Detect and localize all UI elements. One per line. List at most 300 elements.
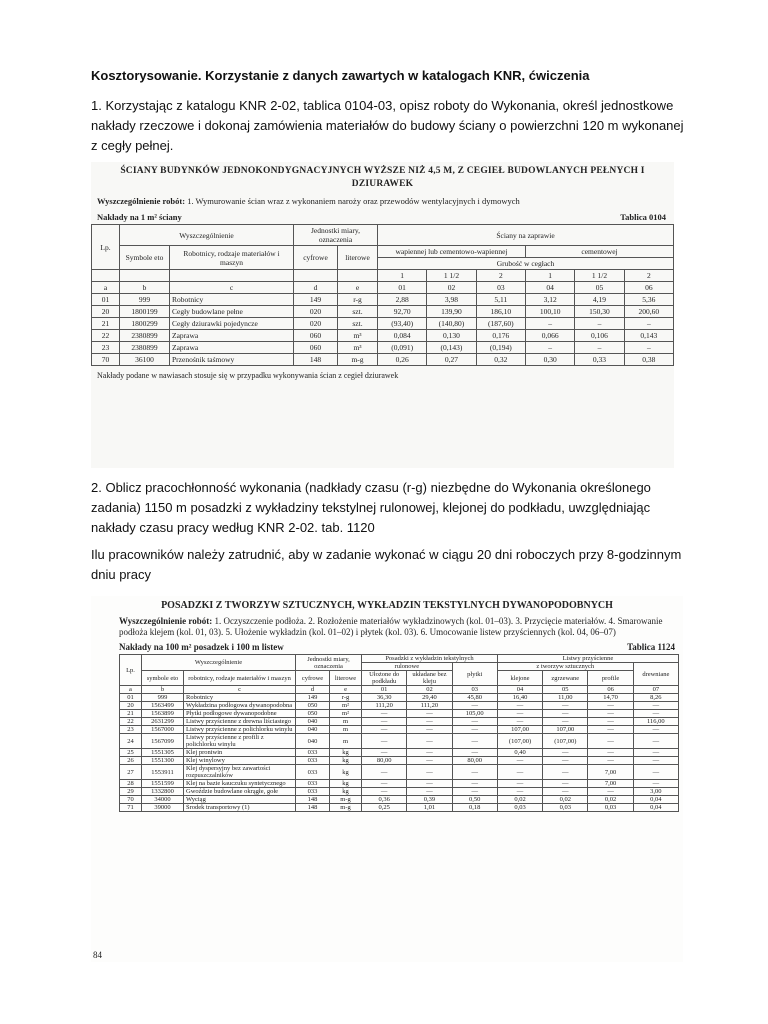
table-cell: Gwoździe budowlane okrągłe, gołe (184, 788, 296, 796)
table-cell: Zaprawa (170, 342, 294, 354)
table-cell: 01 (120, 694, 142, 702)
table-cell: — (362, 765, 407, 780)
table-cell: 29 (120, 788, 142, 796)
table-row (92, 306, 674, 318)
table-cell: Klej winylowy (184, 757, 296, 765)
table-cell: 20 (92, 306, 120, 318)
table-cell: 80,00 (452, 757, 497, 765)
table-cell: (0,143) (427, 342, 476, 354)
table-cell: Robotnicy (184, 694, 296, 702)
table-cell: 116,00 (633, 718, 678, 726)
column-code: d (296, 686, 330, 694)
table-cell: 34000 (142, 796, 184, 804)
table-cell: — (362, 710, 407, 718)
column-code-row (120, 686, 679, 694)
table-cell: — (543, 710, 588, 718)
column-code: b (142, 686, 184, 694)
table-cell: (140,80) (427, 318, 476, 330)
table-cell: 0,27 (427, 354, 476, 366)
table-cell: Klej na bazie kauczuku syntetycznego (184, 780, 296, 788)
table-cell: Listwy przyścienne z profili z polichlorku winylu (184, 734, 296, 749)
table-cell: 148 (294, 354, 338, 366)
table-cell: 7,00 (588, 780, 633, 788)
table-cell: 24 (120, 734, 142, 749)
header-ulozone: Ułożone do podkładu (362, 671, 407, 686)
table-cell: kg (330, 757, 362, 765)
table-row (120, 780, 679, 788)
header-klejone: klejone (497, 671, 542, 686)
column-code: 01 (362, 686, 407, 694)
table-cell: Płytki podłogowe dywanopodobne (184, 710, 296, 718)
table-row (120, 757, 679, 765)
table-cell: 100,10 (525, 306, 574, 318)
table-cell: 033 (296, 749, 330, 757)
table-cell: — (407, 788, 452, 796)
work-description (97, 196, 674, 206)
table-cell: 0,02 (543, 796, 588, 804)
table-body (92, 294, 674, 366)
table-cell: – (525, 318, 574, 330)
knr-table-1124-scan (91, 596, 683, 962)
table-cell: Środek transportowy (1) (184, 804, 296, 812)
table-cell: 70 (92, 354, 120, 366)
header-row (120, 655, 679, 663)
table-cell: 71 (120, 804, 142, 812)
table-cell: 0,084 (378, 330, 427, 342)
table-cell: – (624, 318, 673, 330)
table-cell: — (497, 780, 542, 788)
table-cell: 7,00 (588, 765, 633, 780)
table-row (120, 694, 679, 702)
table-cell: — (452, 702, 497, 710)
table-cell: 0,02 (497, 796, 542, 804)
table-cell: 020 (294, 306, 338, 318)
table-cell: 999 (120, 294, 170, 306)
table-cell: 5,36 (624, 294, 673, 306)
nakłady-label: Nakłady na 1 m² ściany (97, 212, 182, 222)
table-cell: — (543, 749, 588, 757)
table-cell: kg (330, 765, 362, 780)
table-cell: 3,98 (427, 294, 476, 306)
table-cell: 80,00 (362, 757, 407, 765)
table-cell: Wyciąg (184, 796, 296, 804)
header-row (92, 225, 674, 246)
table-cell: 70 (120, 796, 142, 804)
table-cell: 040 (296, 734, 330, 749)
header-symbole: symbole eto (142, 671, 184, 686)
column-code: e (330, 686, 362, 694)
header-robotnicy: robotnicy, rodzaje materiałów i maszyn (184, 671, 296, 686)
table-cell: kg (330, 780, 362, 788)
table-cell: 27 (120, 765, 142, 780)
work-label: Wyszczególnienie robót: (97, 196, 186, 206)
table-cell: 033 (296, 788, 330, 796)
table-cell: — (497, 718, 542, 726)
table-cell: 2,88 (378, 294, 427, 306)
table-cell: — (362, 788, 407, 796)
table-cell: 111,20 (407, 702, 452, 710)
table-cell: 060 (294, 330, 338, 342)
table-caption-row (97, 212, 666, 222)
table-cell: (0,091) (378, 342, 427, 354)
column-code: 04 (497, 686, 542, 694)
column-code: 05 (543, 686, 588, 694)
table-cell: 0,26 (378, 354, 427, 366)
header-literowe: literowe (338, 246, 378, 270)
table-cell: — (543, 788, 588, 796)
table-cell: 22 (120, 718, 142, 726)
table-cell: — (633, 757, 678, 765)
table-number: Tablica 1124 (627, 642, 675, 652)
table-cell: — (407, 765, 452, 780)
table-caption-row (119, 642, 675, 652)
table-row (92, 318, 674, 330)
table-cell: 23 (92, 342, 120, 354)
table-cell: m-g (330, 804, 362, 812)
table-cell: 0,02 (588, 796, 633, 804)
table-cell: 0,176 (476, 330, 525, 342)
table-cell: 0,30 (525, 354, 574, 366)
work-label: Wyszczególnienie robót: (119, 616, 213, 626)
column-code: 03 (476, 282, 525, 294)
header-thickness: 2 (476, 270, 525, 282)
table-cell: 0,39 (407, 796, 452, 804)
table-cell: 0,143 (624, 330, 673, 342)
column-code: 01 (378, 282, 427, 294)
table-cell: 033 (296, 757, 330, 765)
table-cell: 2631299 (142, 718, 184, 726)
header-zgrzewane: zgrzewane (543, 671, 588, 686)
header-jednostki: Jednostki miary, oznaczenia (294, 225, 378, 246)
table-cell: 0,03 (543, 804, 588, 812)
header-profile: profile (588, 671, 633, 686)
table-cell: szt. (338, 306, 378, 318)
table-cell: – (575, 342, 624, 354)
table-cell: — (633, 726, 678, 734)
table-cell: 21 (92, 318, 120, 330)
knr-table-0104-scan (91, 162, 674, 468)
table-cell: 28 (120, 780, 142, 788)
table-cell: 0,130 (427, 330, 476, 342)
task-1-text: 1. Korzystając z katalogu KNR 2-02, tablica 0104-03, opisz roboty do Wykonania, określ jednostkowe nakłady rzeczowe i dokonaj zamówienia materiałów do budowy ściany o powierzchni 120 m wykonanej z cegły pełnej. (91, 98, 684, 153)
table-cell: 999 (142, 694, 184, 702)
table-heading: POSADZKI Z TWORZYW SZTUCZNYCH, WYKŁADZIN TEKSTYLNYCH DYWANOPODOBNYCH (161, 600, 613, 611)
header-row (92, 246, 674, 258)
table-cell: 45,80 (452, 694, 497, 702)
table-cell: — (543, 757, 588, 765)
table-cell: — (407, 749, 452, 757)
column-code-row (92, 282, 674, 294)
header-thickness: 2 (624, 270, 673, 282)
header-wapienna: wapiennej lub cementowo-wapiennej (378, 246, 526, 258)
table-cell: 1567099 (142, 734, 184, 749)
table-cell: — (407, 718, 452, 726)
table-cell: 1800199 (120, 306, 170, 318)
column-code: 06 (624, 282, 673, 294)
work-text: 1. Wymurowanie ścian wraz z wykonaniem naroży oraz przewodów wentylacyjnych i dymowych (187, 196, 520, 206)
table-cell: — (497, 765, 542, 780)
table-cell: — (407, 780, 452, 788)
table-cell: 16,40 (497, 694, 542, 702)
table-cell: 8,26 (633, 694, 678, 702)
header-drewniane: drewniane (633, 663, 678, 686)
table-cell: m² (330, 702, 362, 710)
table-cell: m (330, 726, 362, 734)
table-cell: — (543, 780, 588, 788)
table-row (120, 804, 679, 812)
table-cell: 0,32 (476, 354, 525, 366)
table-cell: 2380899 (120, 342, 170, 354)
table-row (92, 342, 674, 354)
table-row (120, 710, 679, 718)
header-cyfrowe: cyfrowe (294, 246, 338, 270)
table-cell: 36,30 (362, 694, 407, 702)
table-row (92, 354, 674, 366)
table-cell: – (575, 318, 624, 330)
table-cell: (107,00) (543, 734, 588, 749)
table-cell: m³ (338, 342, 378, 354)
table-cell: 0,066 (525, 330, 574, 342)
column-code: 07 (633, 686, 678, 694)
table-cell: — (452, 788, 497, 796)
table-cell: 149 (296, 694, 330, 702)
table-cell: 040 (296, 726, 330, 734)
table-cell: — (407, 710, 452, 718)
table-cell: Klej dyspersyjny bez zawartości rozpuszczalników (184, 765, 296, 780)
table-cell: m (330, 718, 362, 726)
table-cell: 0,04 (633, 804, 678, 812)
header-thickness: 1 (525, 270, 574, 282)
table-cell: 92,70 (378, 306, 427, 318)
table-cell: 1551300 (142, 757, 184, 765)
table-cell: — (452, 734, 497, 749)
column-code: a (92, 282, 120, 294)
table-cell: 0,03 (588, 804, 633, 812)
table-cell: — (588, 702, 633, 710)
table-cell: — (407, 734, 452, 749)
table-cell: 0,04 (633, 796, 678, 804)
table-cell: 200,60 (624, 306, 673, 318)
table-cell: 111,20 (362, 702, 407, 710)
column-code: 04 (525, 282, 574, 294)
table-cell: 0,106 (575, 330, 624, 342)
table-row (120, 702, 679, 710)
footnote: Nakłady podane w nawiasach stosuje się w przypadku wykonywania ścian z cegieł dziurawek (97, 371, 399, 380)
table-cell: Robotnicy (170, 294, 294, 306)
table-cell: — (497, 788, 542, 796)
table-cell: Klej proniwin (184, 749, 296, 757)
table-cell: — (362, 734, 407, 749)
header-plytki: płytki (452, 663, 497, 686)
table-cell: — (633, 734, 678, 749)
table-body (120, 694, 679, 812)
table-cell: 139,90 (427, 306, 476, 318)
table-row (120, 734, 679, 749)
header-lp: Lp. (92, 225, 120, 270)
column-code: 03 (452, 686, 497, 694)
table-cell: 107,00 (543, 726, 588, 734)
header-wyszczegolnienie: Wyszczególnienie (142, 655, 296, 671)
table-cell: — (407, 726, 452, 734)
header-thickness: 1 1/2 (575, 270, 624, 282)
table-cell: — (452, 780, 497, 788)
nakłady-label: Nakłady na 100 m² posadzek i 100 m listew (119, 642, 284, 652)
table-cell: — (588, 757, 633, 765)
table-cell: 3,00 (633, 788, 678, 796)
table-row (120, 796, 679, 804)
table-cell: — (452, 726, 497, 734)
table-cell: 22 (92, 330, 120, 342)
table-cell: — (588, 749, 633, 757)
table-cell: (0,194) (476, 342, 525, 354)
table-cell: 060 (294, 342, 338, 354)
table-cell: — (362, 780, 407, 788)
column-code: c (184, 686, 296, 694)
knr-table-0104 (91, 224, 674, 366)
table-cell: 040 (296, 718, 330, 726)
column-code: 06 (588, 686, 633, 694)
table-cell: 1567000 (142, 726, 184, 734)
header-thickness: 1 (378, 270, 427, 282)
table-cell: 150,30 (575, 306, 624, 318)
table-cell: 0,40 (497, 749, 542, 757)
table-cell: 1332800 (142, 788, 184, 796)
table-cell: m (330, 734, 362, 749)
work-description (119, 616, 675, 638)
header-symbole: Symbole eto (120, 246, 170, 270)
knr-table-1124 (119, 654, 679, 812)
table-cell: 0,18 (452, 804, 497, 812)
table-cell: 149 (294, 294, 338, 306)
table-cell: 033 (296, 780, 330, 788)
table-cell: 3,12 (525, 294, 574, 306)
column-code: e (338, 282, 378, 294)
header-tworzywa: z tworzyw sztucznych (497, 663, 633, 671)
table-row (120, 718, 679, 726)
header-thickness: 1 1/2 (427, 270, 476, 282)
table-cell: Cegły dziurawki pojedyncze (170, 318, 294, 330)
document-title: Kosztorysowanie. Korzystanie z danych zawartych w katalogach KNR, ćwiczenia (91, 68, 590, 83)
header-lp: Lp. (120, 655, 142, 686)
table-cell: 21 (120, 710, 142, 718)
table-cell: — (588, 788, 633, 796)
table-cell: 23 (120, 726, 142, 734)
table-cell: kg (330, 788, 362, 796)
table-cell: 1,01 (407, 804, 452, 812)
table-cell: 020 (294, 318, 338, 330)
table-cell: – (624, 342, 673, 354)
column-code: 02 (427, 282, 476, 294)
table-cell: – (525, 342, 574, 354)
table-cell: — (633, 710, 678, 718)
column-code: 02 (407, 686, 452, 694)
table-cell: kg (330, 749, 362, 757)
table-cell: — (452, 765, 497, 780)
table-cell: m-g (338, 354, 378, 366)
table-cell: m² (330, 710, 362, 718)
table-row (92, 294, 674, 306)
table-cell: 105,00 (452, 710, 497, 718)
table-cell: Listwy przyścienne z drewna liściastego (184, 718, 296, 726)
table-cell: 050 (296, 702, 330, 710)
table-row (120, 788, 679, 796)
table-cell: 0,36 (362, 796, 407, 804)
table-cell: (107,00) (497, 734, 542, 749)
header-row (120, 671, 679, 686)
table-cell: — (452, 718, 497, 726)
table-cell: — (588, 726, 633, 734)
header-cementowa: cementowej (525, 246, 673, 258)
table-cell: 2380899 (120, 330, 170, 342)
work-text: 1. Oczyszczenie podłoża. 2. Rozłożenie materiałów wykładzinowych (kol. 01–03). 3. Przycięcie materiałów. 4. Smarowanie podłoża klejem (kol. 01, 03). 5. Ułożenie wykładzin (kol. 01–02) i płytek (kol. 03). 6. Umocowanie listew przyściennych (kol. 04, 06–07) (119, 616, 663, 637)
table-cell: — (497, 710, 542, 718)
table-cell: Przenośnik taśmowy (170, 354, 294, 366)
table-cell: 1551305 (142, 749, 184, 757)
table-cell: 1553911 (142, 765, 184, 780)
table-cell: 050 (296, 710, 330, 718)
column-code: c (170, 282, 294, 294)
table-cell: 1551599 (142, 780, 184, 788)
table-cell: 26 (120, 757, 142, 765)
table-cell: — (633, 765, 678, 780)
table-cell: m-g (330, 796, 362, 804)
table-cell: 1563499 (142, 702, 184, 710)
table-row (120, 726, 679, 734)
table-cell: 107,00 (497, 726, 542, 734)
table-cell: — (588, 734, 633, 749)
table-cell: 39000 (142, 804, 184, 812)
header-literowe: literowe (330, 671, 362, 686)
table-cell: — (362, 718, 407, 726)
header-bez-kleju: układane bez kleju (407, 671, 452, 686)
column-code: a (120, 686, 142, 694)
table-cell: 29,40 (407, 694, 452, 702)
table-cell: — (497, 757, 542, 765)
table-cell: — (543, 718, 588, 726)
header-cyfrowe: cyfrowe (296, 671, 330, 686)
table-row (120, 749, 679, 757)
table-cell: 25 (120, 749, 142, 757)
table-heading: ŚCIANY BUDYNKÓW JEDNOKONDYGNACYJNYCH WYŻSZE NIŻ 4,5 M, Z CEGIEŁ BUDOWLANYCH PEŁNYCH I DZIURAWEK (120, 166, 645, 189)
table-cell: — (588, 710, 633, 718)
table-cell: — (362, 749, 407, 757)
table-cell: 01 (92, 294, 120, 306)
table-cell: 0,38 (624, 354, 673, 366)
table-cell: — (362, 726, 407, 734)
table-cell: Listwy przyścienne z polichlorku winylu (184, 726, 296, 734)
table-cell: 0,33 (575, 354, 624, 366)
table-cell: — (588, 718, 633, 726)
table-cell: 1800299 (120, 318, 170, 330)
table-cell: — (452, 749, 497, 757)
table-row (120, 765, 679, 780)
table-cell: Cegły budowlane pełne (170, 306, 294, 318)
table-cell: 20 (120, 702, 142, 710)
header-wyszczegolnienie: Wyszczególnienie (120, 225, 294, 246)
table-cell: 0,50 (452, 796, 497, 804)
column-code: 05 (575, 282, 624, 294)
table-cell: 148 (296, 796, 330, 804)
table-cell: (187,60) (476, 318, 525, 330)
table-cell: 186,10 (476, 306, 525, 318)
table-cell: Zaprawa (170, 330, 294, 342)
table-cell: r-g (338, 294, 378, 306)
table-cell: 1563899 (142, 710, 184, 718)
header-robotnicy: Robotnicy, rodzaje materiałów i maszyn (170, 246, 294, 270)
table-cell: — (543, 702, 588, 710)
header-rulonowe: rulonowe (362, 663, 453, 671)
header-grubosc: Grubość w cegłach (378, 258, 674, 270)
